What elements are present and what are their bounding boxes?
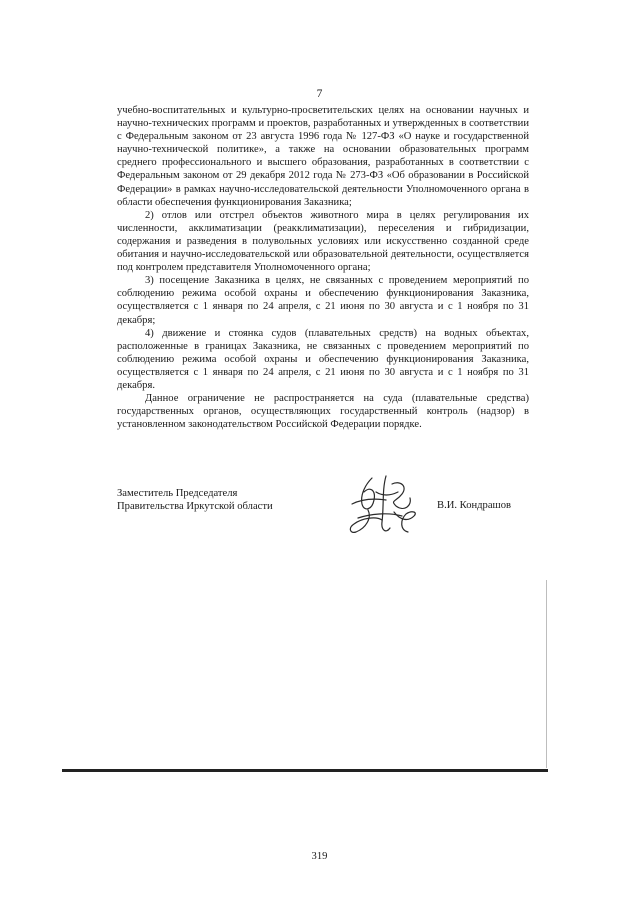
page-number-top: 7 bbox=[316, 88, 323, 100]
document-body bbox=[117, 104, 529, 431]
paragraph-item-3: 3) посещение Заказника в целях, не связанных с проведением мероприятий по соблюдению режима особой охраны и обеспечению функционирования Заказника, осуществляется с 1 января по 24 апреля, с 21 июня по 30 августа и с 1 ноября по 31 декабря; bbox=[117, 275, 529, 326]
page-number-footer: 319 bbox=[311, 851, 328, 862]
position-line-2: Правительства Иркутской области bbox=[117, 501, 273, 513]
paragraph-continuation: учебно-воспитательных и культурно-просветительских целях на основании научных и научно-технических программ и проектов, разработанных и утвержденных в соответствии с Федеральным законом от 23 августа 1996 года № 127-ФЗ «О науке и государственной научно-технической политике», а также на основании образовательных программ среднего профессионального и высшего образования, разработанных в соответствии с Федеральным законом от 29 декабря 2012 года № 273-ФЗ «Об образовании в Российской Федерации» в рамках научно-исследовательской деятельности Уполномоченного органа в области обеспечения функционирования Заказника; bbox=[117, 105, 529, 208]
handwritten-signature-icon bbox=[342, 470, 424, 540]
paragraph-exception: Данное ограничение не распространяется на суда (плавательные средства) государственных органов, осуществляющих государственный контроль (надзор) в установленном законодательством Российской Федерации порядке. bbox=[117, 393, 529, 431]
paragraph-item-2: 2) отлов или отстрел объектов животного мира в целях регулирования их численности, акклиматизации (реакклиматизации), переселения и гибридизации, содержания и разведения в полувольных условиях или искусственно созданной среде обитания и научно-исследовательской или образовательной деятельности, осуществляется под контролем представителя Уполномоченного органа; bbox=[117, 209, 529, 274]
paragraph-item-4: 4) движение и стоянка судов (плавательных средств) на водных объектах, расположенные в границах Заказника, не связанных с проведением мероприятий по соблюдению режима особой охраны и обеспечению функционирования Заказника, осуществляется с 1 января по 24 апреля, с 21 июня по 30 августа и с 1 ноября по 31 декабря. bbox=[117, 327, 529, 391]
scan-edge-line bbox=[546, 580, 547, 768]
position-line-1: Заместитель Председателя bbox=[117, 488, 238, 499]
page-bottom-rule bbox=[62, 769, 548, 772]
signatory-name: В.И. Кондрашов bbox=[437, 500, 512, 511]
signatory-position bbox=[117, 487, 273, 514]
